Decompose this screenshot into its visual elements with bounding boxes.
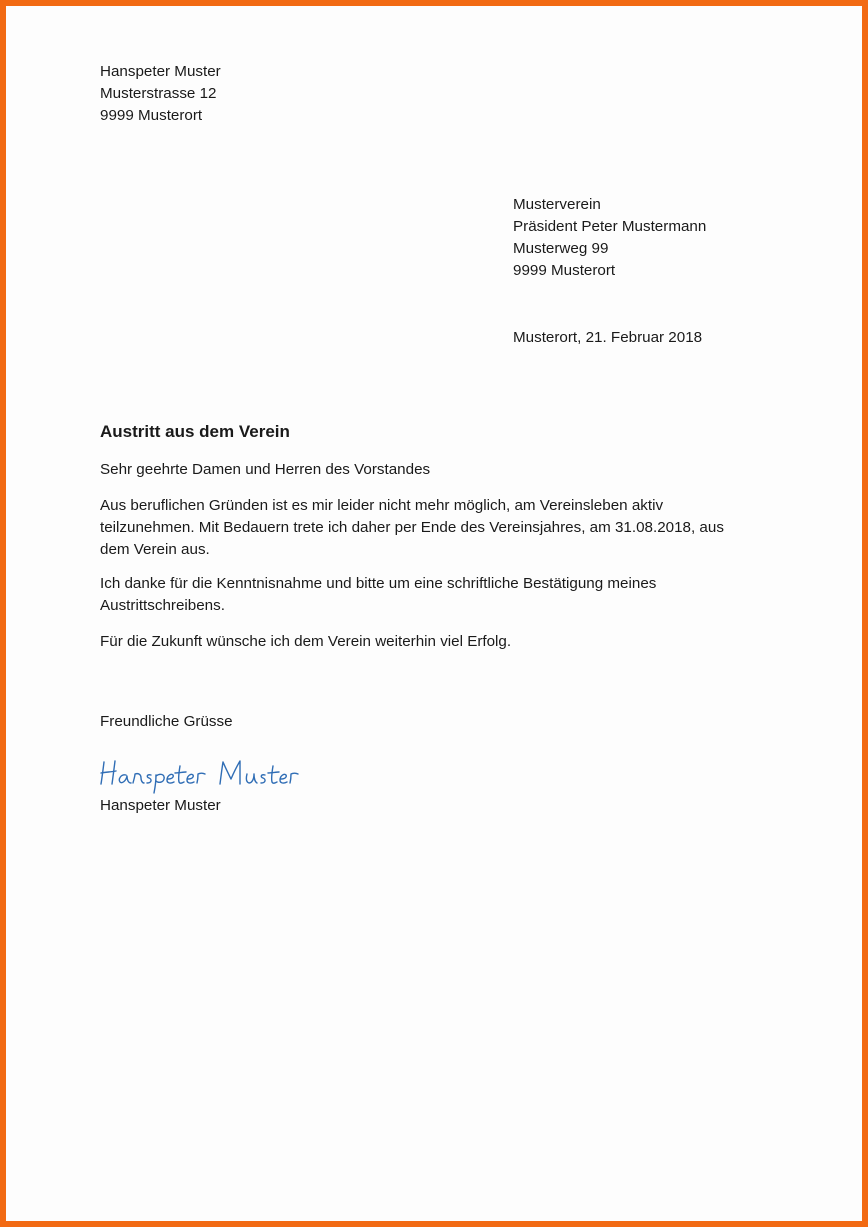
paragraph-line: teilzunehmen. Mit Bedauern trete ich daher per Ende des Vereinsjahres, am 31.08.2018, aus <box>100 519 724 536</box>
sender-address <box>100 61 221 127</box>
letter-date: Musterort, 21. Februar 2018 <box>513 329 703 346</box>
recipient-city: 9999 Musterort <box>513 262 616 279</box>
paragraph-line: dem Verein aus. <box>100 541 210 558</box>
letter-subject: Austritt aus dem Verein <box>100 422 290 441</box>
paragraph-line: Ich danke für die Kenntnisnahme und bitte um eine schriftliche Bestätigung meines <box>100 575 657 592</box>
handwritten-signature <box>98 752 328 796</box>
body-paragraph-2 <box>100 573 770 617</box>
recipient-address <box>513 194 706 282</box>
sender-city: 9999 Musterort <box>100 107 203 124</box>
closing-text: Freundliche Grüsse <box>100 713 233 730</box>
signature-printed-name: Hanspeter Muster <box>100 797 221 814</box>
paragraph-line: Austrittschreibens. <box>100 597 225 614</box>
paragraph-line: Für die Zukunft wünsche ich dem Verein weiterhin viel Erfolg. <box>100 633 512 650</box>
recipient-street: Musterweg 99 <box>513 240 609 257</box>
body-paragraph-3 <box>100 631 770 653</box>
sender-name: Hanspeter Muster <box>100 63 221 80</box>
salutation <box>100 459 770 481</box>
recipient-org: Musterverein <box>513 196 601 213</box>
closing <box>100 711 770 733</box>
paragraph-line: Aus beruflichen Gründen ist es mir leider nicht mehr möglich, am Vereinsleben aktiv <box>100 497 664 514</box>
sender-street: Musterstrasse 12 <box>100 85 217 102</box>
recipient-person: Präsident Peter Mustermann <box>513 218 707 235</box>
salutation-text: Sehr geehrte Damen und Herren des Vorstandes <box>100 461 431 478</box>
body-paragraph-1 <box>100 495 770 561</box>
